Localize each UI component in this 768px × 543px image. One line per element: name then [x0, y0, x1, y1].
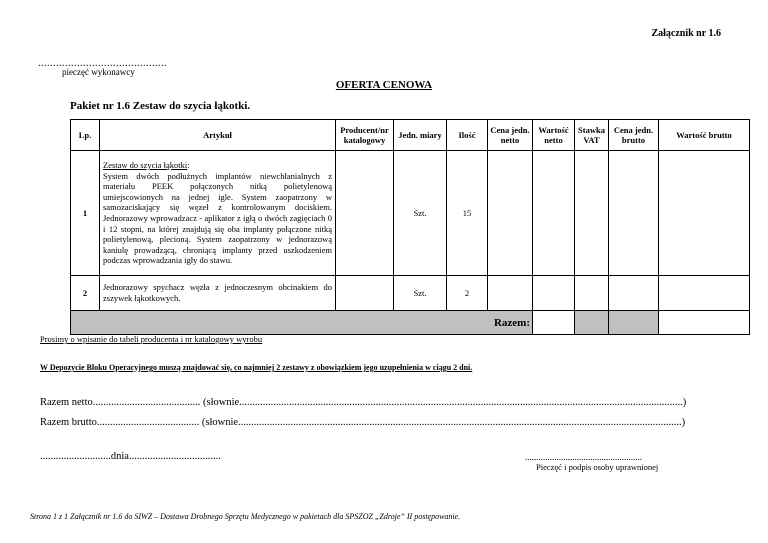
deposit-note: W Depozycie Bloku Operacyjnego muszą znajdować się, co najmniej 2 zestawy z obowiązkiem jego uzupełnienia w ciągu 2 dni. [40, 363, 473, 372]
price-table [70, 119, 750, 335]
package-title: Pakiet nr 1.6 Zestaw do szycia łąkotki. [70, 100, 251, 112]
row-unit: Szt. [394, 276, 447, 311]
col-unit-net: Cena jedn. netto [488, 120, 533, 151]
value-net-cell[interactable] [533, 276, 575, 311]
page-footer: Strona 1 z 1 Załącznik nr 1.6 do SIWZ – Dostawa Drobnego Sprzętu Medycznego w pakietach dla SPSZOZ „Zdroje” II postępowanie. [30, 512, 461, 521]
table-row [71, 151, 750, 276]
row-article-title-suffix: : [187, 160, 190, 171]
col-lp: Lp. [71, 120, 100, 151]
value-net-cell[interactable] [533, 151, 575, 276]
col-qty: Ilość [447, 120, 488, 151]
col-vat: Stawka VAT [575, 120, 609, 151]
row-lp: 2 [71, 276, 100, 311]
table-header-row [71, 120, 750, 151]
total-unit-gross-blank [609, 311, 659, 335]
stamp-dots: ........................................... [38, 58, 167, 69]
producer-cell[interactable] [336, 276, 394, 311]
row-qty: 2 [447, 276, 488, 311]
col-value-net: Wartość netto [533, 120, 575, 151]
col-unit-gross: Cena jedn. brutto [609, 120, 659, 151]
signature-dots: .................................................... [525, 452, 642, 462]
date-line: ...........................dnia................................... [40, 451, 221, 462]
document-title: OFERTA CENOWA [335, 79, 433, 91]
attachment-label: Załącznik nr 1.6 [651, 28, 721, 39]
total-netto-line: Razem netto......................................... (słownie.........................................................................................................................................................................) [40, 397, 687, 408]
unit-gross-cell[interactable] [609, 151, 659, 276]
row-article-title: Zestaw do szycia łąkotki [103, 160, 188, 171]
vat-cell[interactable] [575, 276, 609, 311]
col-value-gross: Wartość brutto [659, 120, 750, 151]
total-vat-blank [575, 311, 609, 335]
total-net-cell[interactable] [533, 311, 575, 335]
producer-cell[interactable] [336, 151, 394, 276]
col-artykul: Artykuł [100, 120, 336, 151]
col-producer: Producent/nr katalogowy [336, 120, 394, 151]
row-qty: 15 [447, 151, 488, 276]
unit-gross-cell[interactable] [609, 276, 659, 311]
row-article-description: Jednorazowy spychacz węzła z jednoczesnym obcinakiem do zszywek łąkotkowych. [100, 276, 336, 311]
value-gross-cell[interactable] [659, 151, 750, 276]
total-label: Razem: [71, 311, 533, 335]
row-lp: 1 [71, 151, 100, 276]
col-unit: Jedn. miary [394, 120, 447, 151]
unit-net-cell[interactable] [488, 151, 533, 276]
vat-cell[interactable] [575, 151, 609, 276]
total-row [71, 311, 750, 335]
total-brutto-line: Razem brutto....................................... (słownie.........................................................................................................................................................................) [40, 417, 686, 428]
table-row [71, 276, 750, 311]
row-unit: Szt. [394, 151, 447, 276]
value-gross-cell[interactable] [659, 276, 750, 311]
row-article [100, 151, 336, 276]
total-gross-cell[interactable] [659, 311, 750, 335]
row-article-description: System dwóch podłużnych implantów niewchłanialnych z materiału PEEK połączonych nitką polietylenową umiejscowionych na jednej igle. System zaopatrzony w samozaciskający się węzeł z kontrolowanym dociskiem. Jednorazowy wprowadzacz - aplikator z igłą o dwóch zagięciach 0 i 12 stopni, na której znajdują się oba implanty połączone nitką polietylenową, plecioną. System zaopatrzony w jednorazową kaniulę prowadzącą, chroniącą implanty przed uszkodzeniem podczas wprowadzania igły do stawu. [103, 170, 332, 266]
signature-label: Pieczęć i podpis osoby uprawnionej [536, 462, 659, 472]
unit-net-cell[interactable] [488, 276, 533, 311]
stamp-label: pieczęć wykonawcy [62, 67, 135, 77]
producer-note: Prosimy o wpisanie do tabeli producenta i nr katalogowy wyrobu [40, 334, 263, 344]
